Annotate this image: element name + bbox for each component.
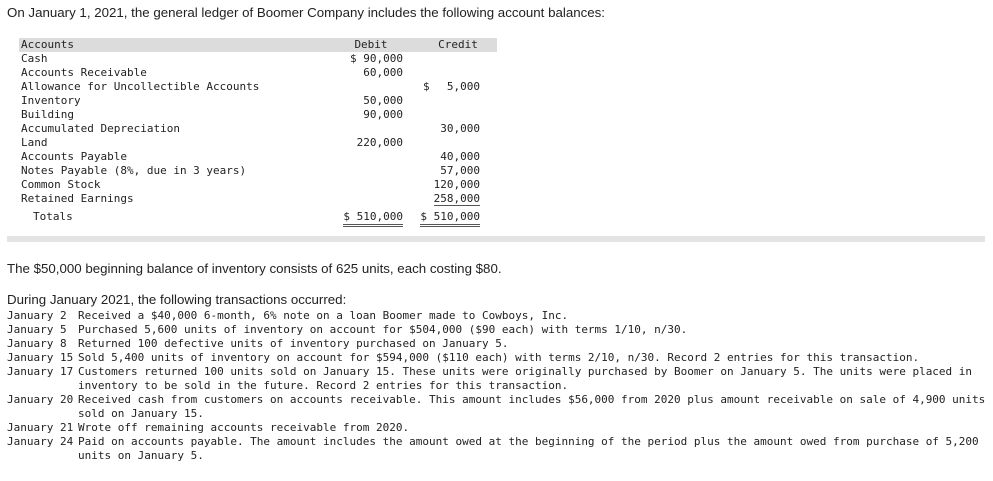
ledger-row <box>19 94 497 108</box>
ledger-row <box>19 66 497 80</box>
account-name: Accounts Payable <box>21 150 127 163</box>
ledger-row <box>19 122 497 136</box>
ledger-table <box>19 38 497 226</box>
debit-amount: $ 90,000 <box>350 52 403 65</box>
credit-amount: 57,000 <box>440 164 480 177</box>
ledger-totals-row <box>19 208 497 226</box>
total-debit <box>319 208 403 226</box>
transaction-description: Received cash from customers on accounts receivable. This amount includes $56,000 from 2020 plus amount receivable on sale of 4,900 units sold on January 15. <box>78 393 986 420</box>
transaction-item <box>7 309 993 323</box>
debit-column-header: Debit <box>354 38 388 51</box>
credit-column-header: Credit <box>438 38 478 51</box>
total-credit <box>403 208 480 226</box>
transaction-description: Customers returned 100 units sold on January 15. These units were originally purchased by Boomer on January 5. The units were placed in inventory to be sold in the future. Record 2 entries for this transaction. <box>78 365 973 392</box>
transactions-list <box>7 309 993 463</box>
account-name: Accumulated Depreciation <box>21 122 180 135</box>
account-name: Accounts Receivable <box>21 66 147 79</box>
transaction-date: January 8 <box>7 337 67 350</box>
ledger-row <box>19 150 497 164</box>
ledger-row <box>19 164 497 178</box>
debit-amount: 220,000 <box>356 136 403 149</box>
account-name: Retained Earnings <box>21 192 134 205</box>
transaction-description: Paid on accounts payable. The amount includes the amount owed at the beginning of the period plus the amount owed from purchase of 5,200 units on January 5. <box>78 435 979 462</box>
intro-text: On January 1, 2021, the general ledger of Boomer Company includes the following account balances: <box>7 5 605 20</box>
transaction-date: January 5 <box>7 323 67 336</box>
section-divider <box>7 236 985 242</box>
ledger-row <box>19 192 497 206</box>
account-name: Allowance for Uncollectible Accounts <box>21 80 260 93</box>
transaction-item <box>7 323 993 337</box>
transaction-date: January 17 <box>7 365 74 378</box>
transaction-item <box>7 337 993 351</box>
transaction-description: Wrote off remaining accounts receivable from 2020. <box>78 421 410 434</box>
ledger-row <box>19 52 497 66</box>
account-name: Land <box>21 136 48 149</box>
total-credit-value: $ 510,000 <box>420 210 480 227</box>
transaction-item <box>7 365 993 393</box>
transaction-description: Sold 5,400 units of inventory on account for $594,000 ($110 each) with terms 2/10, n/30. Record 2 entries for this transaction. <box>78 351 920 364</box>
ledger-row <box>19 108 497 122</box>
total-debit-value: $ 510,000 <box>343 210 403 227</box>
transaction-date: January 2 <box>7 309 67 322</box>
transactions-heading: During January 2021, the following transactions occurred: <box>7 292 347 307</box>
transaction-description: Purchased 5,600 units of inventory on account for $504,000 ($90 each) with terms 1/10, n/30. <box>78 323 688 336</box>
transaction-item <box>7 435 993 463</box>
account-name: Building <box>21 108 74 121</box>
inventory-note: The $50,000 beginning balance of inventory consists of 625 units, each costing $80. <box>7 261 502 276</box>
credit-amount: 120,000 <box>433 178 480 191</box>
ledger-row <box>19 136 497 150</box>
transaction-description: Received a $40,000 6-month, 6% note on a loan Boomer made to Cowboys, Inc. <box>78 309 569 322</box>
credit-amount <box>403 192 480 206</box>
credit-amount: 5,000 <box>446 80 480 93</box>
transaction-date: January 24 <box>7 435 74 448</box>
debit-amount: 90,000 <box>363 108 403 121</box>
debit-amount: 60,000 <box>363 66 403 79</box>
transaction-item <box>7 421 993 435</box>
ledger-header-row <box>19 38 497 52</box>
credit-amount-value: 258,000 <box>433 192 480 205</box>
transaction-item <box>7 351 993 365</box>
account-name: Common Stock <box>21 178 101 191</box>
transaction-date: January 20 <box>7 393 74 406</box>
credit-amount: 40,000 <box>440 150 480 163</box>
ledger-row <box>19 178 497 192</box>
accounts-column-header: Accounts <box>21 38 74 51</box>
transaction-date: January 21 <box>7 421 74 434</box>
ledger-row <box>19 80 497 94</box>
totals-label: Totals <box>33 210 73 223</box>
account-name: Notes Payable (8%, due in 3 years) <box>21 164 247 177</box>
transaction-description: Returned 100 defective units of inventory purchased on January 5. <box>78 337 509 350</box>
credit-amount: 30,000 <box>440 122 480 135</box>
credit-dollar-sign: $ <box>423 80 430 93</box>
transaction-item <box>7 393 993 421</box>
account-name: Inventory <box>21 94 81 107</box>
account-name: Cash <box>21 52 48 65</box>
debit-amount: 50,000 <box>363 94 403 107</box>
transaction-date: January 15 <box>7 351 74 364</box>
